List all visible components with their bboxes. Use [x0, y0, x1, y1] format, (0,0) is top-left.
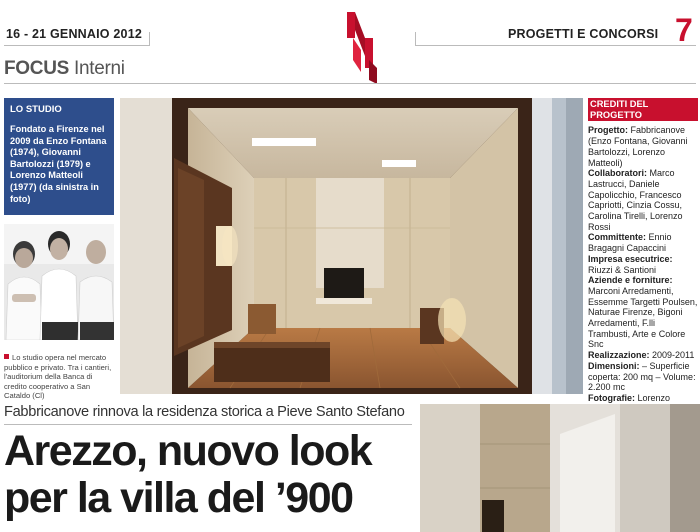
credit-value: Marconi Arredamenti, Essemme Targetti Poulsen, Naturae Firenze, Bigoni Arredamenti, F.lli Trambusti, Arte e Colore Snc: [588, 285, 698, 350]
credit-label: Progetto:: [588, 125, 628, 136]
kicker-thin: Interni: [74, 58, 125, 79]
credit-value: Lorenzo: [637, 392, 671, 403]
article-subheadline: Fabbricanove rinnova la residenza storica a Pieve Santo Stefano: [4, 404, 405, 420]
newspaper-logo: [343, 8, 379, 84]
credit-item: [588, 254, 698, 275]
kicker-rule: [4, 83, 696, 84]
credit-value: Riuzzi & Santioni: [588, 264, 657, 275]
project-credits: [588, 98, 698, 414]
credit-item: [588, 361, 698, 393]
section-kicker: [4, 58, 125, 80]
header-tick-left: [149, 32, 150, 46]
headline-line-2: per la villa del ’900: [4, 474, 353, 522]
header-rule-left: [4, 45, 150, 46]
studio-info-box: [4, 98, 114, 215]
credit-item: [588, 350, 698, 361]
header-rule-right: [415, 45, 696, 46]
credit-value: Fabbricanove (Enzo Fontana, Giovanni Bartolozzi, Lorenzo Matteoli): [588, 125, 688, 168]
subheadline-rule: [4, 424, 412, 425]
credit-label: Dimensioni:: [588, 360, 640, 371]
page-number: 7: [675, 12, 693, 48]
credits-heading: CREDITI DEL PROGETTO: [588, 98, 698, 121]
issue-date: 16 - 21 GENNAIO 2012: [6, 27, 143, 41]
interior-detail-photo: [420, 404, 700, 532]
credit-value: Ennio Bragagni Capaccini: [588, 232, 672, 254]
credit-item: [588, 168, 698, 232]
studio-box-title: LO STUDIO: [10, 104, 62, 115]
credit-value: Marco Lastrucci, Daniele Capolicchio, Francesco Capriotti, Cinzia Cossu, Carolina Tirelli, Lorenzo Rossi: [588, 168, 683, 232]
credit-label: Fotografie:: [588, 392, 635, 403]
photo-caption: [4, 353, 116, 401]
credit-label: Realizzazione:: [588, 350, 650, 361]
credit-label: Committente:: [588, 232, 646, 243]
credit-label: Aziende e forniture:: [588, 275, 673, 286]
studio-box-text: Fondato a Firenze nel 2009 da Enzo Fontana (1974), Giovanni Bartolozzi (1979) e Lorenzo Matteoli (1977) (da sinistra in foto): [10, 124, 107, 204]
article-headline: [4, 428, 416, 522]
kicker-bold: FOCUS: [4, 58, 70, 79]
credit-item: [588, 232, 698, 253]
credit-item: [588, 125, 698, 168]
architects-portrait-photo: [4, 224, 114, 340]
headline-line-1: Arezzo, nuovo look: [4, 427, 372, 475]
interior-room-photo: [120, 98, 583, 394]
credit-item: [588, 275, 698, 350]
caption-marker-icon: [4, 354, 9, 359]
credit-label: Collaboratori:: [588, 168, 648, 179]
credit-label: Impresa esecutrice:: [588, 253, 673, 264]
credit-value: 2009-2011: [652, 350, 695, 361]
section-name: PROGETTI E CONCORSI: [508, 27, 659, 41]
credit-value: – Superficie coperta: 200 mq – Volume: 2.200 mc: [588, 360, 696, 393]
photo-caption-text: Lo studio opera nel mercato pubblico e privato. Tra i cantieri, l'auditorium della Banca di credito cooperativo a San Cataldo (Cl): [4, 353, 112, 401]
header-tick-right: [415, 32, 416, 46]
